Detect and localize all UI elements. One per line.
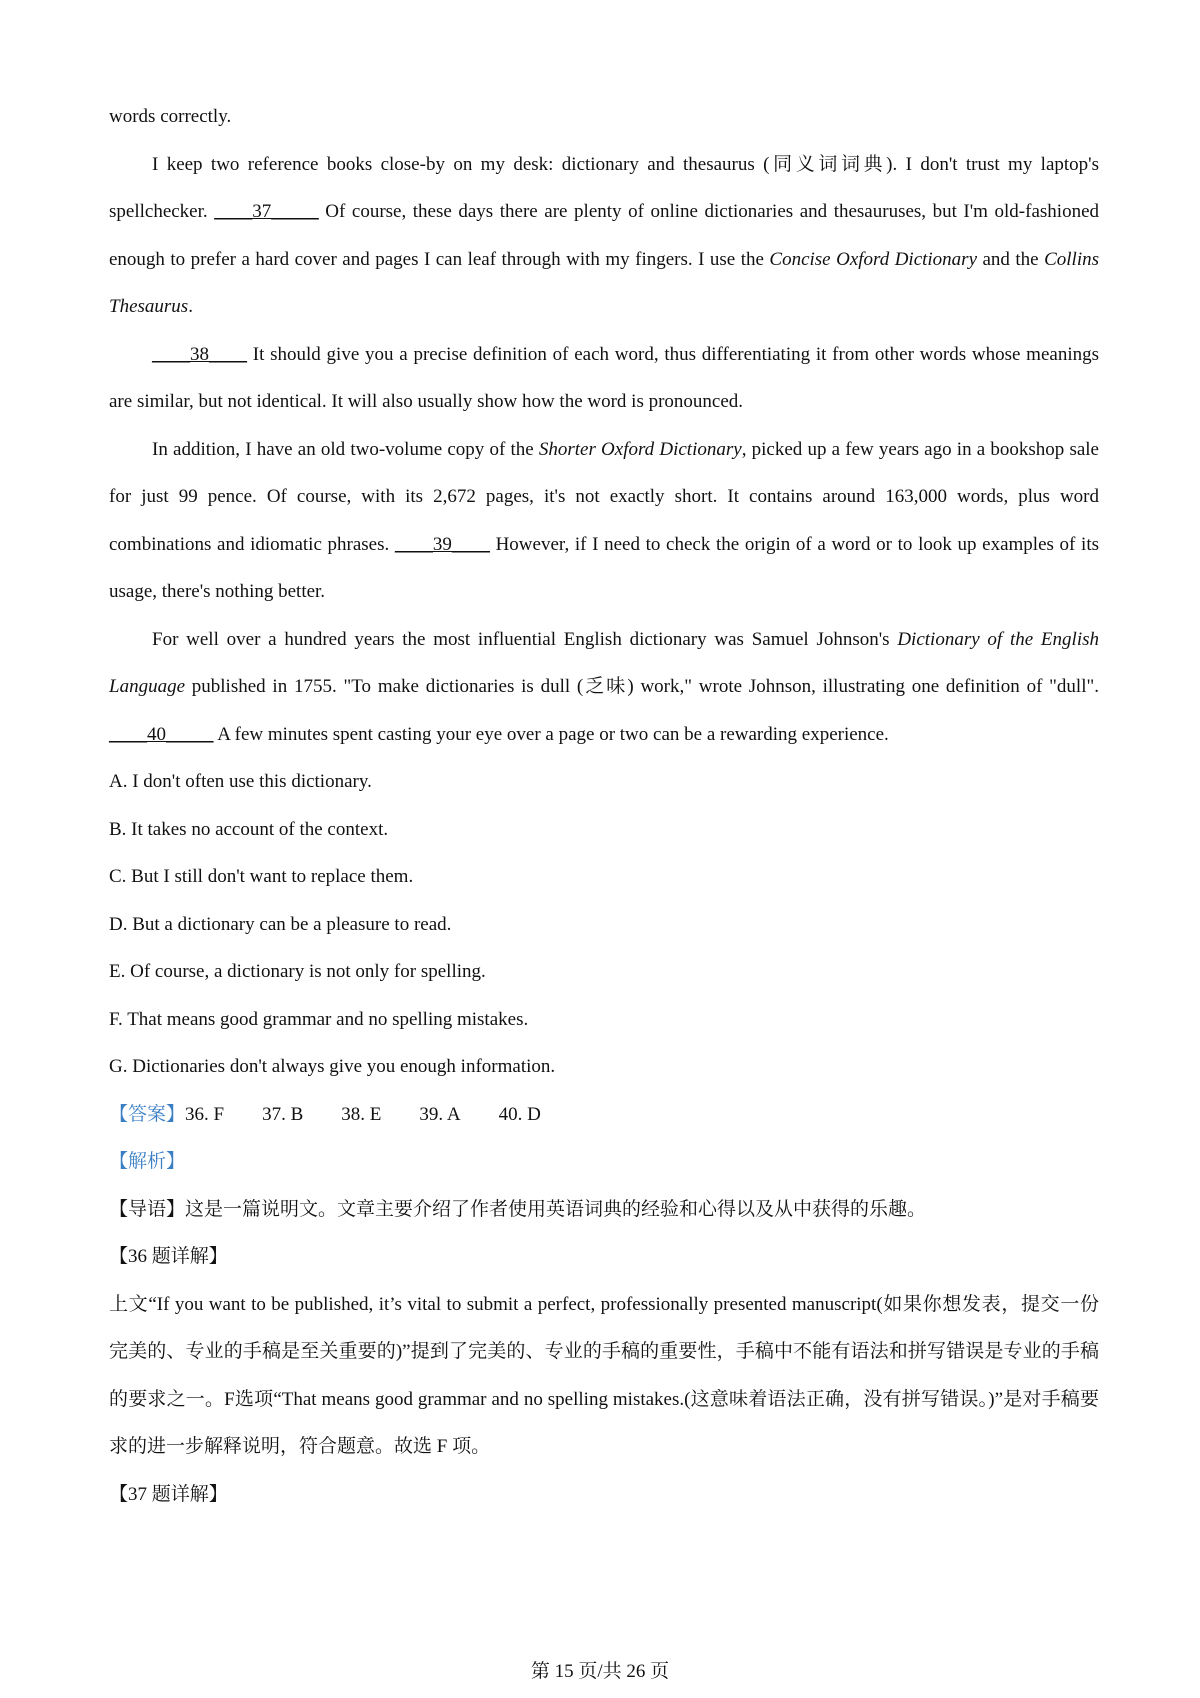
text: E. Of course, a dictionary is not only for spelling. — [109, 961, 486, 982]
paragraph — [109, 901, 1099, 949]
paragraph — [109, 1091, 1099, 1139]
text: 38. E — [341, 1103, 382, 1125]
answer-blank: ____38____ — [152, 343, 247, 365]
text: 37. B — [262, 1103, 304, 1125]
text: C. But I still don't want to replace them. — [109, 866, 414, 887]
paragraph — [109, 806, 1099, 854]
text: , picked up a few years ago in a bookshop sale for just 99 pence. Of course, with its 2,672 pages, it's not exactly short. It contains around 163,000 words, plus word combinations and idiomatic phrases. — [109, 438, 1099, 555]
text: F. That means good grammar and no spelling mistakes. — [109, 1008, 529, 1030]
paragraph — [109, 1281, 1099, 1471]
section-tag: 【答案】 — [109, 1103, 186, 1125]
text: G. Dictionaries don't always give you enough information. — [109, 1056, 556, 1077]
section-tag: 【解析】 — [109, 1151, 186, 1172]
paragraph — [109, 331, 1099, 426]
paragraph — [109, 948, 1099, 996]
paragraph — [109, 1043, 1099, 1091]
text: B. It takes no account of the context. — [109, 818, 389, 840]
paragraph — [109, 93, 1099, 141]
text: A. I don't often use this dictionary. — [109, 771, 372, 792]
text: In addition, I have an old two-volume copy of the — [152, 438, 539, 460]
text: Of course, these days there are plenty of online dictionaries and thesauruses, but I'm old-fashioned enough to prefer a hard cover and pages I can leaf through with my fingers. I use the — [109, 201, 1099, 270]
page-footer: 第 15 页/共 26 页 — [530, 1661, 670, 1682]
text: 36. F — [185, 1103, 225, 1125]
italic-title: Dictionary of the English Language — [109, 628, 1099, 697]
text: words correctly. — [109, 106, 232, 127]
paragraph — [109, 426, 1099, 616]
paragraph — [109, 1186, 1099, 1234]
document-body — [109, 93, 1099, 1518]
answer-blank: ____37_____ — [214, 201, 319, 222]
text: published in 1755. "To make dictionaries is dull (乏味) work," wrote Johnson, illustrating one definition of "dull". — [185, 676, 1099, 697]
text: 【导语】这是一篇说明文。文章主要介绍了作者使用英语词典的经验和心得以及从中获得的乐趣。 — [109, 1198, 927, 1220]
paragraph — [109, 996, 1099, 1044]
text: 39. A — [419, 1103, 461, 1125]
paragraph — [109, 616, 1099, 759]
text: However, if I need to check the origin of a word or to look up examples of its usage, there's nothing better. — [109, 533, 1099, 602]
text: and the — [977, 248, 1045, 270]
paragraph — [109, 1138, 1099, 1186]
text: D. But a dictionary can be a pleasure to read. — [109, 913, 452, 935]
paragraph — [109, 141, 1099, 331]
text: 上文“If you want to be published, it’s vital to submit a perfect, professionally presented manuscript(如果你想发表，提交一份完美的、专业的手稿是至关重要的)”提到了完美的、专业的手稿的重要性，手稿中不能有语法和拼写错误是专业的手稿的要求之一。F选项“That means good grammar and no spelling mistakes.(这意味着语法正确，没有拼写错误。)”是对手稿要求的进一步解释说明，符合题意。故选 F 项。 — [109, 1293, 1099, 1457]
text: 【36 题详解】 — [109, 1246, 228, 1267]
text: A few minutes spent casting your eye over a page or two can be a rewarding experience. — [213, 723, 889, 745]
paragraph — [109, 1471, 1099, 1519]
italic-title: Collins Thesaurus — [109, 248, 1099, 317]
text: I keep two reference books close-by on my desk: dictionary and thesaurus (同义词词典). I don't trust my laptop's spellchecker. — [109, 153, 1099, 222]
text: 40. D — [498, 1103, 541, 1125]
text: For well over a hundred years the most influential English dictionary was Samuel Johnson's — [152, 628, 898, 650]
text: It should give you a precise definition of each word, thus differentiating it from other words whose meanings are similar, but not identical. It will also usually show how the word is pronounced. — [109, 343, 1099, 412]
answer-blank: ____40_____ — [109, 723, 214, 745]
italic-title: Concise Oxford Dictionary — [769, 248, 978, 270]
paragraph — [109, 853, 1099, 901]
paragraph — [109, 1233, 1099, 1281]
text: . — [188, 296, 193, 317]
text: 【37 题详解】 — [109, 1483, 228, 1505]
answer-blank: ____39____ — [394, 533, 490, 555]
italic-title: Shorter Oxford Dictionary — [538, 438, 742, 460]
paragraph — [109, 758, 1099, 806]
